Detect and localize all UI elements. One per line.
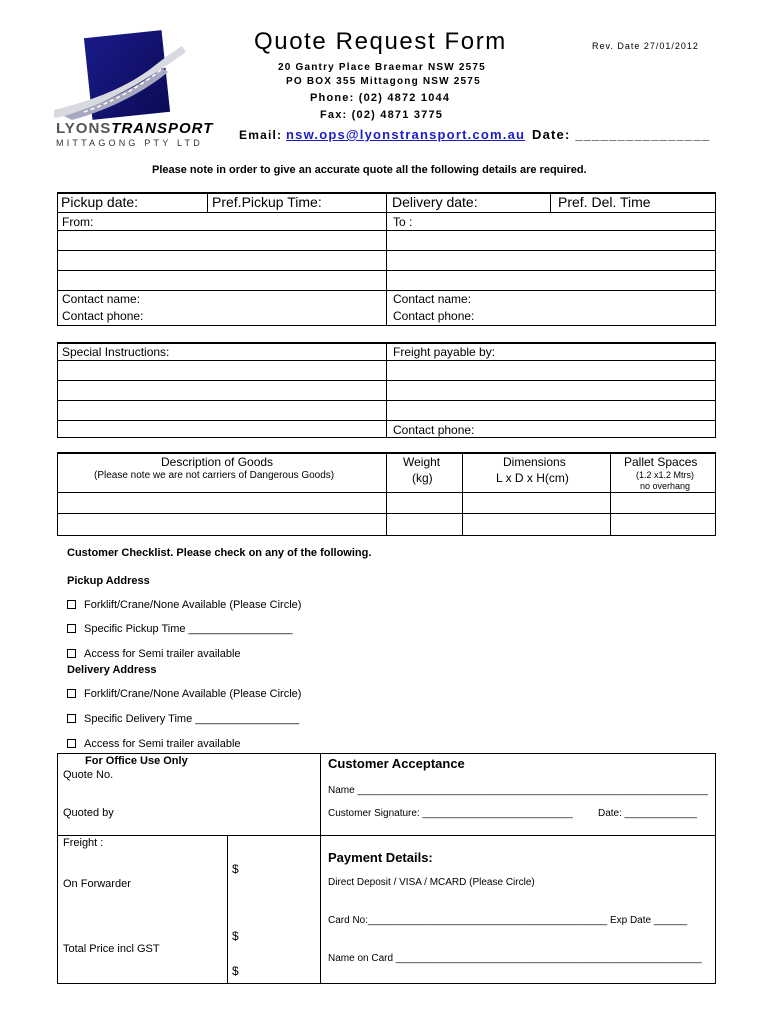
checkbox-icon[interactable] bbox=[67, 689, 76, 698]
delivery-checkbox-forklift[interactable] bbox=[67, 688, 301, 700]
address-line-1: 20 Gantry Place Braemar NSW 2575 bbox=[278, 62, 486, 73]
special-instructions-label: Special Instructions: bbox=[62, 345, 170, 359]
on-forwarder-label: On Forwarder bbox=[63, 878, 131, 890]
pref-del-time-label: Pref. Del. Time bbox=[558, 194, 651, 210]
checkbox-label: Forklift/Crane/None Available (Please Circle) bbox=[84, 599, 302, 611]
payment-methods: Direct Deposit / VISA / MCARD (Please Circle) bbox=[328, 877, 535, 888]
delivery-date-label: Delivery date: bbox=[392, 194, 478, 210]
pickup-address-heading: Pickup Address bbox=[67, 575, 150, 587]
checkbox-label: Access for Semi trailer available bbox=[84, 648, 241, 660]
customer-signature-field[interactable]: Customer Signature: ___________________________ bbox=[328, 808, 573, 819]
weight-header: Weight bbox=[403, 455, 441, 469]
delivery-checkbox-semi[interactable] bbox=[67, 738, 241, 750]
delivery-contact-name-label: Contact name: bbox=[393, 292, 472, 306]
checkbox-icon[interactable] bbox=[67, 739, 76, 748]
pallet-header: Pallet Spaces bbox=[624, 455, 698, 469]
office-use-title: For Office Use Only bbox=[85, 755, 188, 767]
pickup-date-label: Pickup date: bbox=[61, 194, 139, 210]
delivery-contact-phone-label: Contact phone: bbox=[393, 309, 475, 323]
description-header: Description of Goods bbox=[161, 455, 274, 469]
from-label: From: bbox=[62, 215, 94, 229]
fax-number: Fax: (02) 4871 3775 bbox=[320, 109, 444, 121]
delivery-address-heading: Delivery Address bbox=[67, 664, 157, 676]
road-logo-graphic bbox=[54, 30, 199, 122]
freight-contact-phone-label: Contact phone: bbox=[393, 423, 475, 437]
quote-no-label: Quote No. bbox=[63, 769, 114, 781]
acceptance-date-field[interactable]: Date: _____________ bbox=[598, 808, 697, 819]
pickup-checkbox-forklift[interactable] bbox=[67, 599, 301, 611]
freight-payable-label: Freight payable by: bbox=[393, 345, 496, 359]
weight-unit: (kg) bbox=[412, 471, 433, 485]
pickup-checkbox-semi[interactable] bbox=[67, 648, 241, 660]
freight-label: Freight : bbox=[63, 837, 104, 849]
accuracy-note: Please note in order to give an accurate quote all the following details are required. bbox=[152, 164, 587, 176]
freight-dollar: $ bbox=[232, 862, 239, 876]
total-dollar: $ bbox=[232, 964, 239, 978]
email-link[interactable]: nsw.ops@lyonstransport.com.au bbox=[286, 127, 526, 142]
pallet-note-2: no overhang bbox=[640, 481, 691, 491]
checkbox-icon[interactable] bbox=[67, 714, 76, 723]
pref-pickup-time-label: Pref.Pickup Time: bbox=[212, 194, 322, 210]
date-field[interactable]: Date: ________________ bbox=[532, 127, 711, 142]
pickup-contact-name-label: Contact name: bbox=[62, 292, 141, 306]
quoted-by-label: Quoted by bbox=[63, 807, 114, 819]
address-line-2: PO BOX 355 Mittagong NSW 2575 bbox=[286, 76, 481, 87]
description-note: (Please note we are not carriers of Dangerous Goods) bbox=[94, 470, 335, 481]
brand-subtitle: MITTAGONG PTY LTD bbox=[56, 138, 203, 148]
checkbox-icon[interactable] bbox=[67, 624, 76, 633]
dimensions-unit: L x D x H(cm) bbox=[496, 471, 569, 485]
rev-date: Rev. Date 27/01/2012 bbox=[592, 41, 699, 51]
checkbox-label: Access for Semi trailer available bbox=[84, 738, 241, 750]
email-label: Email: bbox=[239, 128, 283, 142]
payment-details-title: Payment Details: bbox=[328, 850, 433, 865]
form-title: Quote Request Form bbox=[254, 28, 507, 55]
checkbox-icon[interactable] bbox=[67, 600, 76, 609]
brand-name-right: TRANSPORT bbox=[111, 120, 214, 137]
checklist-title: Customer Checklist. Please check on any of the following. bbox=[67, 547, 372, 559]
acceptance-name-field[interactable]: Name _______________________________________________________________ bbox=[328, 785, 708, 796]
delivery-checkbox-time[interactable] bbox=[67, 713, 299, 725]
dimensions-header: Dimensions bbox=[503, 455, 566, 469]
checkbox-icon[interactable] bbox=[67, 649, 76, 658]
checkbox-label: Forklift/Crane/None Available (Please Circle) bbox=[84, 688, 302, 700]
forwarder-dollar: $ bbox=[232, 929, 239, 943]
checkbox-label: Specific Delivery Time _________________ bbox=[84, 713, 300, 725]
phone-number: Phone: (02) 4872 1044 bbox=[310, 92, 451, 104]
pickup-checkbox-time[interactable] bbox=[67, 623, 293, 635]
total-price-label: Total Price incl GST bbox=[63, 943, 160, 955]
card-number-field[interactable]: Card No:___________________________________________ Exp Date ______ bbox=[328, 915, 688, 926]
to-label: To : bbox=[393, 215, 413, 229]
pallet-note-1: (1.2 x1.2 Mtrs) bbox=[636, 470, 695, 480]
checkbox-label: Specific Pickup Time _________________ bbox=[84, 623, 293, 635]
company-logo bbox=[54, 30, 214, 150]
pickup-contact-phone-label: Contact phone: bbox=[62, 309, 144, 323]
brand-name bbox=[56, 120, 213, 137]
customer-acceptance-title: Customer Acceptance bbox=[328, 756, 465, 771]
name-on-card-field[interactable]: Name on Card _______________________________________________________ bbox=[328, 953, 702, 964]
brand-name-left: LYONS bbox=[56, 120, 112, 137]
